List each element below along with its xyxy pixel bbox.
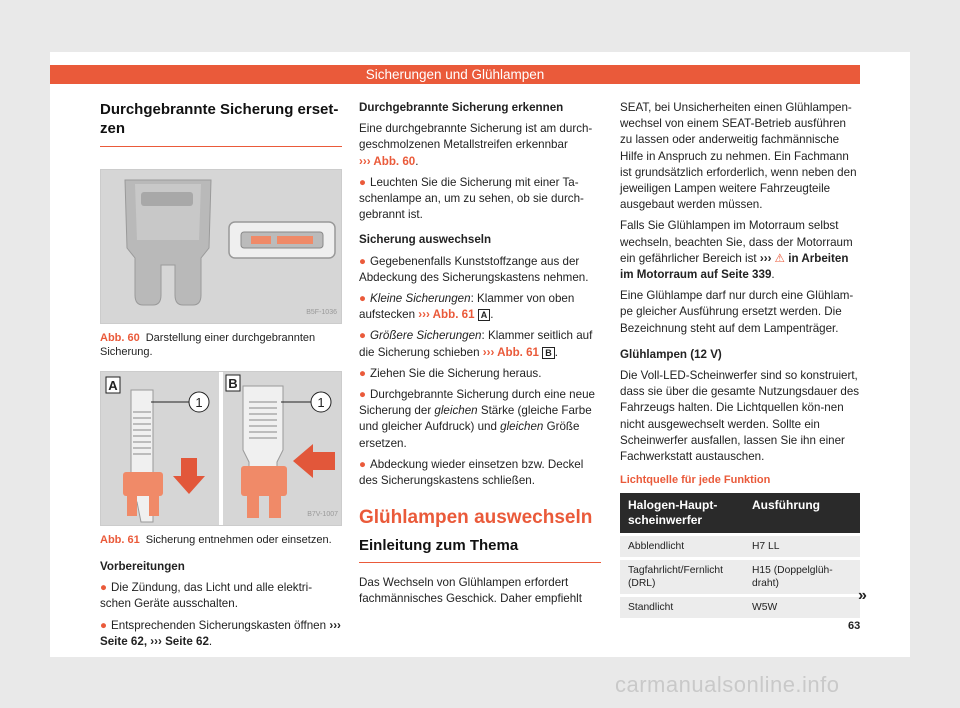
bullet-icon: ●	[359, 457, 367, 471]
table-cell: H7 LL	[744, 535, 860, 559]
bullet-icon: ●	[359, 329, 367, 343]
table-caption: Lichtquelle für jede Funktion	[620, 474, 771, 487]
figure-60	[100, 169, 342, 324]
swap-bullet-1: ● Gegebenenfalls Kunststoffzange aus der Abdeckung des Sicherungskastens nehmen.	[359, 254, 589, 284]
bullet-icon: ●	[359, 254, 367, 268]
table-cell: H15 (Doppelglüh-draht)	[744, 559, 860, 596]
caption-text: Sicherung entnehmen oder einsetzen.	[145, 534, 332, 546]
callout-1: 1	[317, 395, 325, 410]
caption-text: Darstellung einer durchgebrannten Sicherung.	[100, 332, 316, 358]
figure-number: Abb. 61	[100, 534, 140, 546]
intro-text: Das Wechseln von Glühlampen erfordert fachmännisches Geschick. Daher empfiehlt	[359, 576, 582, 606]
page-number: 63	[848, 620, 861, 632]
prep-bullet-2: ● Entsprechenden Sicherungskasten öffnen ››› Seite 62, ››› Seite 62.	[100, 618, 341, 648]
figure-ref-link[interactable]: ››› Abb. 61	[482, 345, 539, 359]
paragraph-2: Falls Sie Glühlampen im Motorraum selbst wechseln, beachten Sie, dass der Motorraum ein gefährlicher Bereich ist ››› ⚠ in Arbeiten im Motorraum auf Seite 339.	[620, 219, 853, 282]
watermark: carmanualsonline.info	[615, 672, 840, 697]
bullet-icon: ●	[359, 292, 367, 306]
label-a: A	[108, 378, 118, 393]
swap-bullet-3: ● Größere Sicherungen: Klammer seitlich auf die Sicherung schieben ››› Abb. 61 B .	[359, 329, 593, 359]
page-header: Sicherungen und Glühlampen	[50, 65, 860, 84]
safety-ref-link[interactable]: in Arbeiten im Motorraum auf Seite 339	[620, 251, 849, 282]
table-header-row	[620, 493, 860, 535]
led-text: Die Voll-LED-Scheinwerfer sind so konstruiert, dass sie über die gesamte Nutzungsdauer des Fahrzeugs halten. Die Lichtquellen kön-nen nicht ausgewechselt werden. Sollte ein Scheinwerfer ausfallen, lassen Sie ihn einer Fachwerkstatt austauschen.	[620, 369, 860, 464]
table-row	[620, 559, 860, 596]
swap-bullet-2: ● Kleine Sicherungen: Klammer von oben aufstecken ››› Abb. 61 A .	[359, 292, 575, 322]
figure-code: B5F-1036	[306, 308, 337, 316]
recognize-title: Durchgebrannte Sicherung erkennen	[359, 101, 564, 114]
bullet-icon: ●	[100, 581, 108, 595]
continue-marker: »	[858, 587, 867, 604]
column-3	[620, 100, 860, 618]
table-cell: Standlicht	[620, 596, 744, 619]
paragraph-1: SEAT, bei Unsicherheiten einen Glühlampen-wechsel von einem SEAT-Betrieb ausführen zu lassen oder anderweitig fachmännische Hilfe in Anspruch zu nehmen. Ein Fachmann ist grundsätzlich erforderlich, wenn neben den jeweiligen Lampen weitere Fahrzeugteile ausgebaut werden müssen.	[620, 101, 857, 212]
bullet-icon: ●	[100, 618, 108, 632]
figure-code: B7V-1007	[307, 510, 338, 518]
callout-1: 1	[195, 395, 203, 410]
recognize-text: Eine durchgebrannte Sicherung ist am durch-geschmolzenen Metallstreifen erkennbar ››› Abb. 60.	[359, 122, 593, 168]
label-box: B	[542, 347, 555, 359]
table-row	[620, 535, 860, 559]
prep-bullet-1	[100, 580, 342, 612]
small-fuse-clamp-illustration	[101, 372, 219, 525]
figure-ref-link[interactable]: ››› Abb. 61	[418, 308, 475, 322]
section-title: Durchgebrannte Sicherung erset- zen	[100, 100, 342, 147]
header-cell: Ausführung	[744, 493, 860, 535]
swap-title: Sicherung auswechseln	[359, 233, 492, 247]
figure-number: Abb. 60	[100, 332, 140, 344]
bullet-icon: ●	[359, 366, 367, 380]
figure-61-caption	[100, 533, 342, 547]
figure-61	[100, 371, 342, 526]
swap-bullet-4: ● Ziehen Sie die Sicherung heraus.	[359, 366, 542, 380]
chapter-title: Glühlampen auswechseln	[359, 507, 593, 529]
prep-title: Vorbereitungen	[100, 560, 185, 573]
warning-icon: ⚠	[774, 251, 786, 265]
column-2	[359, 100, 601, 613]
bullet-text: Entsprechenden Sicherungskasten öffnen	[111, 618, 327, 632]
table-row	[620, 596, 860, 619]
label-b: B	[228, 376, 238, 391]
label-box: A	[478, 309, 491, 321]
bullet-icon: ●	[359, 175, 367, 189]
swap-bullet-5: ● Durchgebrannte Sicherung durch eine neue Sicherung der gleichen Stärke (gleiche Farbe und gleicher Aufdruck) und gleichen Größe ersetzen.	[359, 388, 595, 450]
page-ref-link[interactable]: ››› Seite 62, ››› Seite 62	[100, 618, 341, 648]
swap-bullet-6: ● Abdeckung wieder einsetzen bzw. Deckel des Sicherungskastens schließen.	[359, 457, 584, 488]
panel-a	[101, 372, 219, 525]
bulb-table	[620, 493, 860, 618]
large-fuse-clamp-illustration	[223, 372, 341, 525]
panel-b	[223, 372, 341, 525]
bullet-text: Die Zündung, das Licht und alle elektri-schen Geräte ausschalten.	[100, 581, 313, 611]
intro-title: Einleitung zum Thema	[359, 536, 601, 563]
blown-fuse-illustration	[101, 170, 341, 323]
recognize-bullet: ● Leuchten Sie die Sicherung mit einer Ta-schenlampe an, um zu sehen, ob sie durch-gebrannt ist.	[359, 175, 584, 222]
table-cell: Tagfahrlicht/Fernlicht (DRL)	[620, 559, 744, 596]
paragraph-3: Eine Glühlampe darf nur durch eine Glühlam-pe gleicher Ausführung ersetzt werden. Die Bezeichnung steht auf dem Lampenträger.	[620, 289, 854, 335]
header-cell: Halogen-Haupt-scheinwerfer	[620, 493, 744, 535]
figure-60-caption	[100, 331, 342, 359]
table-cell: Abblendlicht	[620, 535, 744, 559]
column-1	[100, 100, 342, 655]
figure-ref-link[interactable]: ››› Abb. 60	[359, 154, 416, 168]
led-title: Glühlampen (12 V)	[620, 347, 722, 361]
bullet-icon: ●	[359, 388, 367, 402]
table-cell: W5W	[744, 596, 860, 619]
